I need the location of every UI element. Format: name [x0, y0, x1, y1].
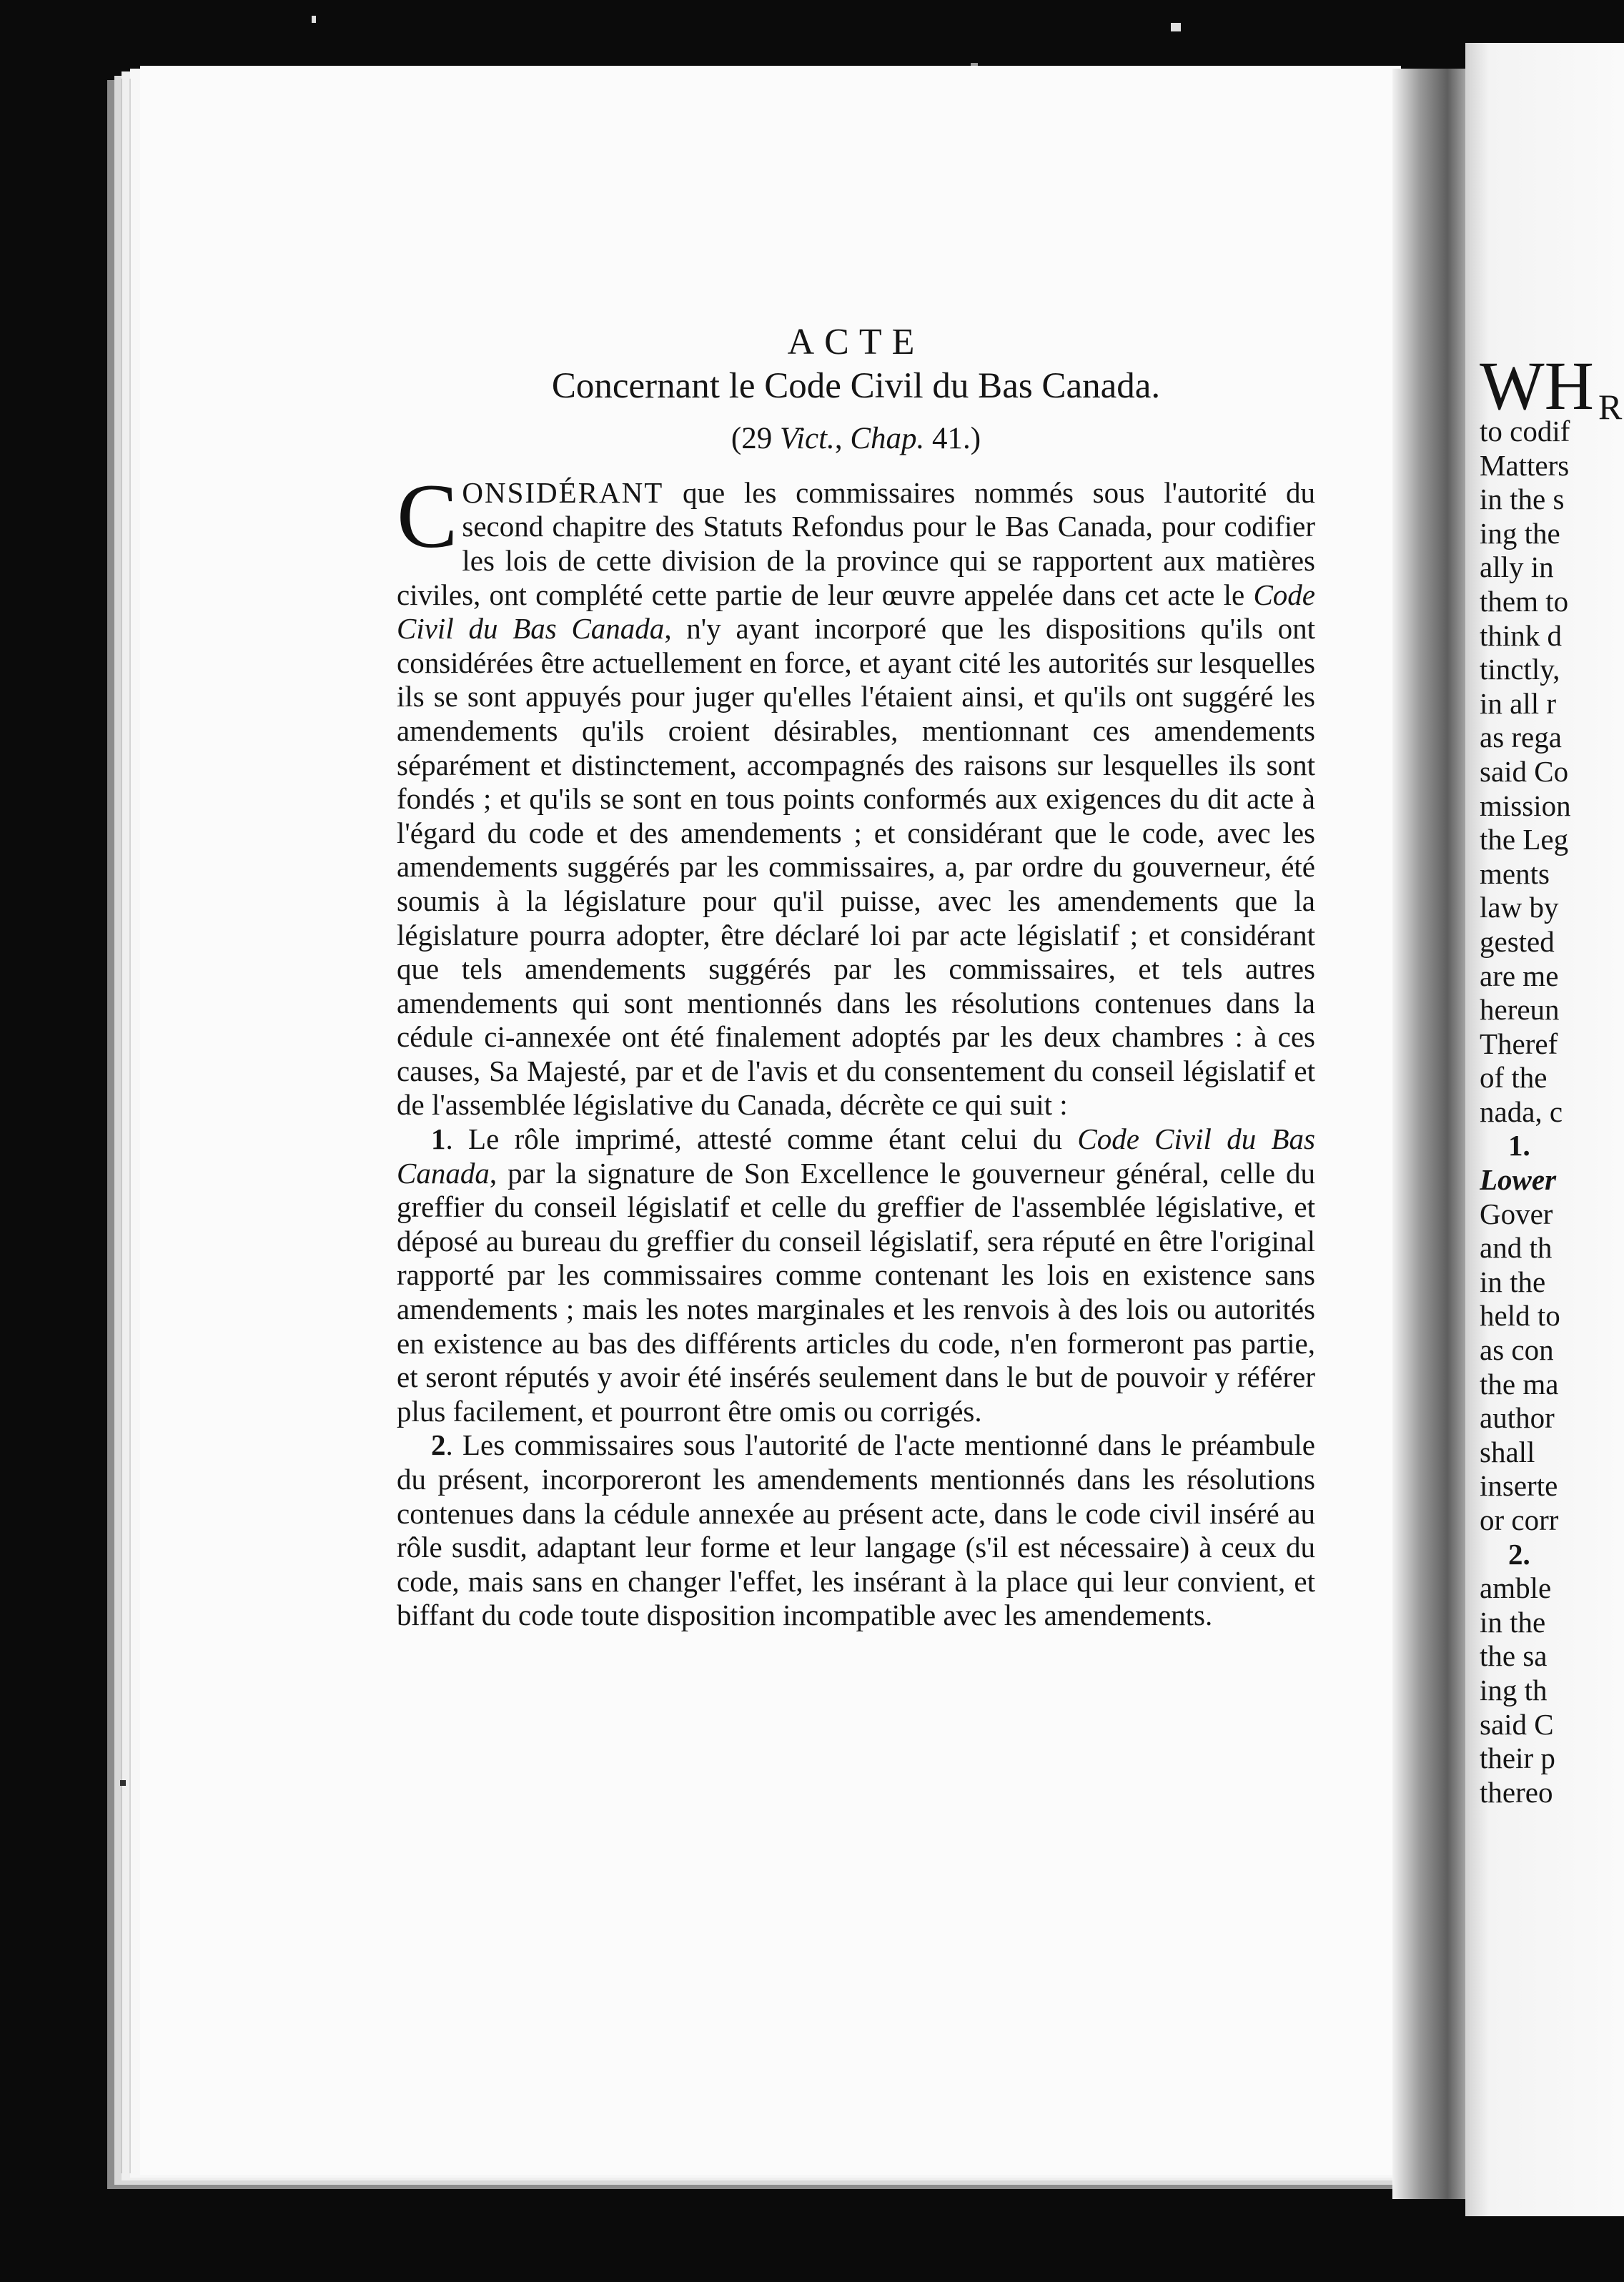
act-subtitle: Concernant le Code Civil du Bas Canada.	[551, 365, 1161, 406]
right-page-line: think d	[1480, 618, 1563, 652]
right-page-line: in all r	[1480, 686, 1557, 720]
right-page-line: are me	[1480, 959, 1559, 992]
right-page-line: hereun	[1480, 993, 1560, 1027]
right-page-line: ing the	[1480, 516, 1560, 550]
right-page-line: said Co	[1480, 754, 1569, 788]
preamble-lead: ONSIDÉRANT	[462, 475, 664, 509]
right-page-line: of the	[1480, 1061, 1548, 1095]
right-page-line: WH	[1480, 357, 1594, 424]
right-page-line: them to	[1480, 584, 1569, 618]
right-page-line: as rega	[1480, 721, 1562, 754]
right-page-line: to codif	[1480, 415, 1570, 448]
right-page-line: Matters	[1480, 448, 1570, 482]
right-page-line: shall	[1480, 1435, 1535, 1468]
right-page-heading: R	[1598, 387, 1623, 427]
right-page-line: Theref	[1480, 1027, 1558, 1060]
article-2-paragraph	[397, 1428, 1315, 1633]
right-page-line: gested	[1480, 924, 1555, 958]
left-page-text	[397, 322, 1316, 1633]
act-title: ACTE	[787, 322, 925, 362]
right-page-line: ments	[1480, 856, 1550, 890]
citation-vict: Vict.	[780, 422, 835, 456]
right-page-line: Gover	[1480, 1197, 1553, 1230]
article-1-paragraph	[397, 1122, 1315, 1428]
right-page-line: ally in	[1480, 550, 1554, 584]
preamble-text-2: , n'y ayant incorporé que les dispositions qu'ils ont considérées être actuellement en force, et ayant cité les autorités sur lesquelles ils se sont appuyés pour juger qu'elles l'étaient ainsi, et qu'ils ont suggéré les amendements qu'ils croient désirables, mentionnant ces amendements séparément et distinctement, accompagnés des raisons sur lesquelles ils sont fondés ; et qu'ils se sont en tous points conformés aux exigences du dit acte à l'égard du code et des amendements ; et considérant que le code, avec les amendements suggérés par les commissaires, a, par ordre du gouverneur, été soumis à la législature pour qu'il puisse, avec les amendements que la législature pourra adopter, être déclaré loi par acte législatif ; et considérant que tels amendements suggérés par les commissaires, et tels autres amendements qui sont mentionnés dans les résolutions contenues dans la cédule ci-annexée ont été finalement adoptés par les deux chambres : à ces causes, Sa Majesté, par et de l'avis et du consentement du conseil législatif et de l'assemblée législative du Canada, décrète ce qui suit :	[397, 612, 1315, 1122]
right-page-line: and th	[1480, 1231, 1553, 1265]
article-1-text-2: , par la signature de Son Excellence le gouverneur général, celle du greffier du conseil législatif et celle du greffier de l'assemblée législative, et déposé au bureau du greffier du conseil législatif, sera réputé en être l'original rapporté par les commissaires comme contenant les lois en existence sans amendements ; mais les notes marginales et les renvois à des lois ou autorités en existence au bas des différents articles du code, n'en formeront pas partie, et seront réputés y avoir été insérés seulement dans le but de pouvoir y référer plus facilement, et pourront être omis ou corrigés.	[397, 1156, 1315, 1428]
citation-chap: Chap.	[850, 422, 925, 456]
right-page-line: 1.	[1508, 1129, 1530, 1162]
right-page-line: the sa	[1480, 1639, 1548, 1673]
preamble-dropcap: C	[397, 465, 458, 567]
preamble-text-1: que les commissaires nommés sous l'autorité du second chapitre des Statuts Refondus pour le Bas Canada, pour codifier les lois de cette division de la province qui se rapportent aux matières civiles, ont complété cette partie de leur œuvre appelée dans cet acte le	[397, 475, 1315, 611]
preamble-paragraph	[397, 465, 1315, 1122]
citation-sep: ,	[834, 422, 851, 456]
citation-open: (29	[731, 422, 780, 456]
right-page-line: their p	[1480, 1742, 1555, 1775]
right-page-line: inserte	[1480, 1469, 1558, 1503]
right-page-line: as con	[1480, 1333, 1554, 1367]
article-2-text: . Les commissaires sous l'autorité de l'acte mentionné dans le préambule du présent, incorporeront les amendements mentionnés dans les résolutions contenues dans la cédule annexée au présent acte, dans le code civil inséré au rôle susdit, adaptant leur forme et leur langage (s'il est nécessaire) à ceux du code, mais sans en changer l'effet, les insérant à la place qui leur convient, et biffant du code toute disposition incompatible avec les amendements.	[397, 1428, 1315, 1632]
article-1-text-1: . Le rôle imprimé, attesté comme étant celui du	[445, 1122, 1078, 1156]
citation-close: 41.)	[924, 422, 981, 456]
right-page-line: nada, c	[1480, 1095, 1563, 1128]
article-1-number: 1	[431, 1122, 446, 1156]
act-citation	[397, 422, 1315, 456]
right-page-line: Lower	[1480, 1163, 1557, 1197]
right-page-line: 2.	[1508, 1537, 1530, 1571]
right-page-line: the ma	[1480, 1367, 1559, 1401]
right-page-line: mission	[1480, 789, 1571, 822]
right-page-line: tinctly,	[1480, 653, 1560, 686]
right-page-fragment	[1480, 357, 1624, 1809]
article-1-italic-code: Code Civil du Bas Canada	[397, 1122, 1316, 1190]
right-page-line: amble	[1480, 1571, 1552, 1605]
right-page-line: law by	[1480, 891, 1559, 924]
right-page-line: in the s	[1480, 483, 1565, 516]
right-page-line: the Leg	[1480, 823, 1569, 856]
right-page-line: ing th	[1480, 1673, 1548, 1706]
right-page-line: author	[1480, 1401, 1555, 1435]
right-page-line: in the	[1480, 1605, 1546, 1639]
right-page-line: in the	[1480, 1265, 1546, 1298]
right-page-line: held to	[1480, 1299, 1560, 1333]
article-2-number: 2	[431, 1428, 446, 1462]
right-page-line: thereo	[1480, 1775, 1553, 1809]
preamble-italic-code: Code Civil du Bas Canada	[397, 578, 1315, 646]
right-page-line: or corr	[1480, 1503, 1559, 1536]
right-page-line: said C	[1480, 1707, 1554, 1741]
